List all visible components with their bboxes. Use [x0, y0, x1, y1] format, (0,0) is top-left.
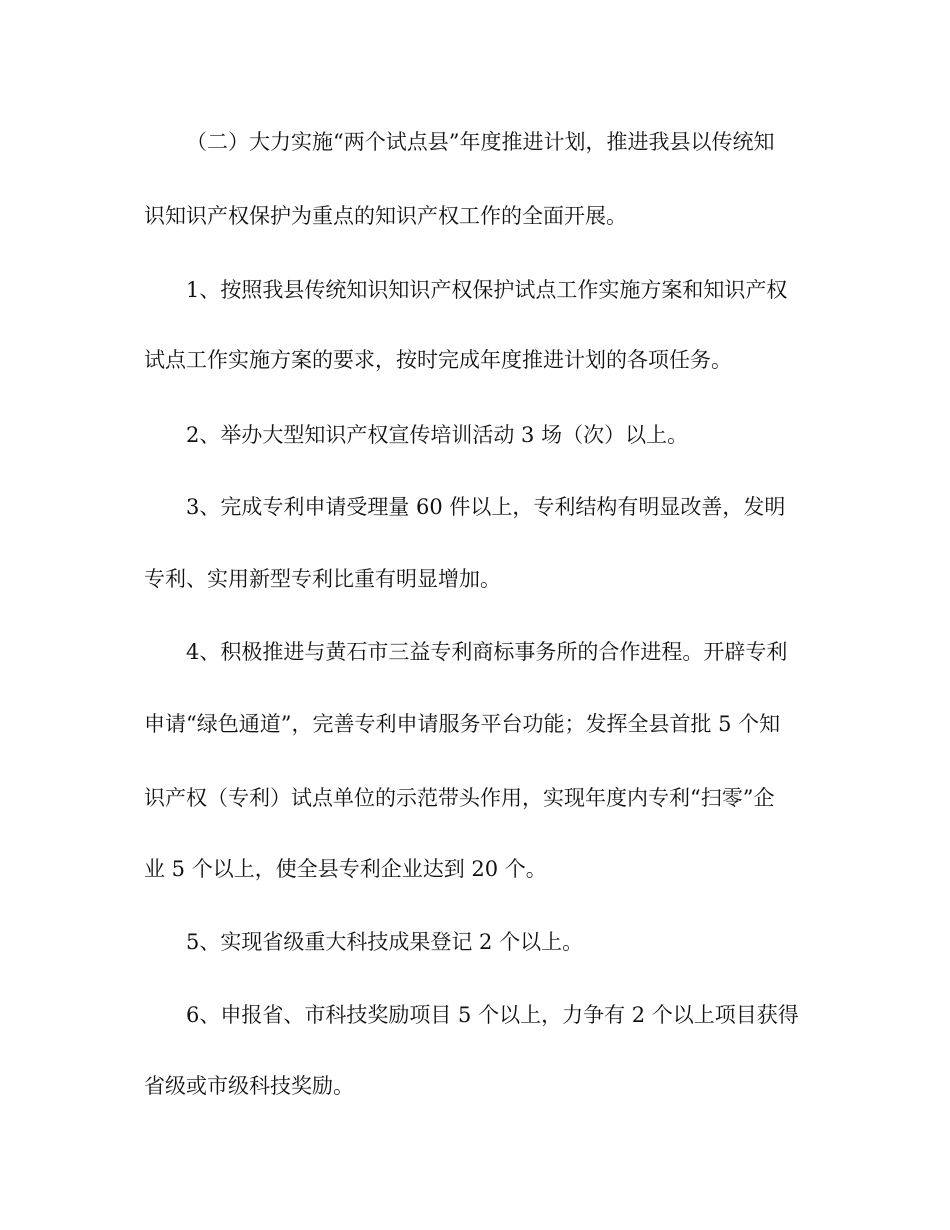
item-4-line-3: 识产权（专利）试点单位的示范带头作用，实现年度内专利“扫零”企 — [144, 786, 775, 810]
item-3-line-1: 3、完成专利申请受理量 60 件以上，专利结构有明显改善，发明 — [186, 495, 786, 519]
item-4-line-4: 业 5 个以上，使全县专利企业达到 20 个。 — [144, 857, 547, 881]
item-6-line-1: 6、申报省、市科技奖励项目 5 个以上，力争有 2 个以上项目获得 — [186, 1003, 799, 1027]
item-6-line-2: 省级或市级科技奖励。 — [144, 1074, 354, 1098]
item-1-line-1: 1、按照我县传统知识知识产权保护试点工作实施方案和知识产权 — [186, 278, 788, 302]
item-4-line-2: 申请“绿色通道”，完善专利申请服务平台功能；发挥全县首批 5 个知 — [144, 712, 781, 736]
item-2-line-1: 2、举办大型知识产权宣传培训活动 3 场（次）以上。 — [186, 423, 689, 447]
item-1-line-2: 试点工作实施方案的要求，按时完成年度推进计划的各项任务。 — [144, 348, 732, 372]
paragraph-2-heading-line-2: 识知识产权保护为重点的知识产权工作的全面开展。 — [144, 204, 627, 228]
paragraph-2-heading-line-1: （二）大力实施“两个试点县”年度推进计划，推进我县以传统知 — [186, 130, 775, 154]
item-5-line-1: 5、实现省级重大科技成果登记 2 个以上。 — [186, 930, 584, 954]
item-4-line-1: 4、积极推进与黄石市三益专利商标事务所的合作进程。开辟专利 — [186, 640, 788, 664]
item-3-line-2: 专利、实用新型专利比重有明显增加。 — [144, 567, 501, 591]
